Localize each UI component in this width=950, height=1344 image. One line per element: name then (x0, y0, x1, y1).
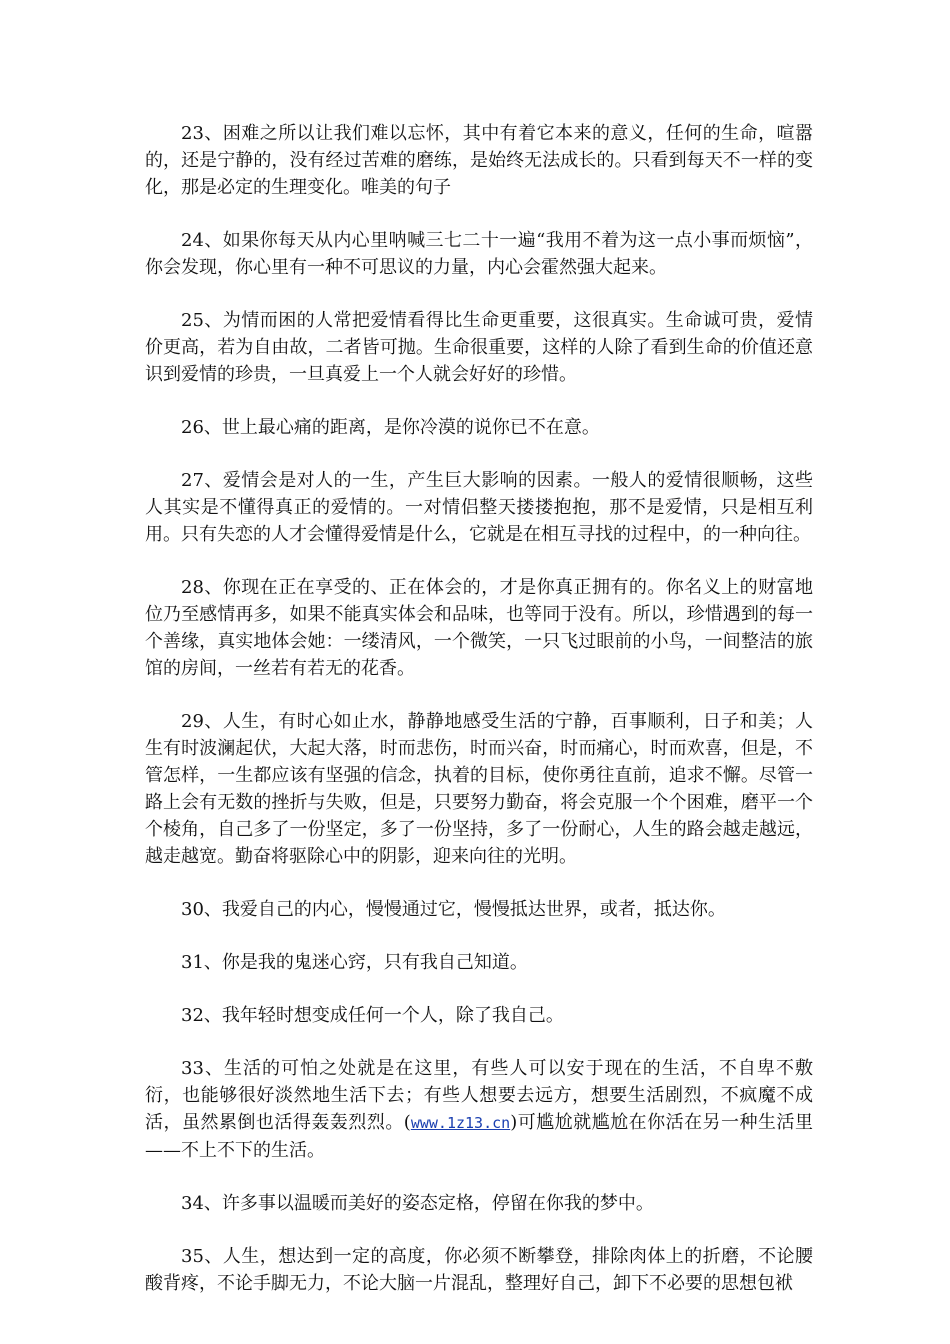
document-body (145, 120, 813, 1323)
paragraph-33-text-after: )可尴尬就尴尬在你活在另一种生活里——不上不下的生活。 (145, 1112, 813, 1161)
paragraph-29: 29、人生，有时心如止水，静静地感受生活的宁静，百事顺利，日子和美；人生有时波澜起伏，大起大落，时而悲伤，时而兴奋，时而痛心，时而欢喜，但是，不管怎样，一生都应该有坚强的信念，执着的目标，使你勇往直前，追求不懈。尽管一路上会有无数的挫折与失败，但是，只要努力勤奋，将会克服一个个困难，磨平一个个棱角，自己多了一份坚定，多了一份坚持，多了一份耐心，人生的路会越走越远，越走越宽。勤奋将驱除心中的阴影，迎来向往的光明。 (145, 711, 813, 867)
paragraph-30: 30、我爱自己的内心，慢慢通过它，慢慢抵达世界，或者，抵达你。 (181, 899, 726, 920)
paragraph-24: 24、如果你每天从内心里呐喊三七二十一遍“我用不着为这一点小事而烦恼”，你会发现，你心里有一种不可思议的力量，内心会霍然强大起来。 (145, 230, 813, 278)
paragraph-32: 32、我年轻时想变成任何一个人，除了我自己。 (181, 1005, 564, 1026)
paragraph-23: 23、困难之所以让我们难以忘怀，其中有着它本来的意义，任何的生命，喧嚣的，还是宁静的，没有经过苦难的磨练，是始终无法成长的。只看到每天不一样的变化，那是必定的生理变化。唯美的句子 (145, 123, 813, 198)
paragraph-33 (145, 1055, 813, 1164)
paragraph-31: 31、你是我的鬼迷心窍，只有我自己知道。 (181, 952, 528, 973)
paragraph-25: 25、为情而困的人常把爱情看得比生命更重要，这很真实。生命诚可贵，爱情价更高，若为自由故，二者皆可抛。生命很重要，这样的人除了看到生命的价值还意识到爱情的珍贵，一旦真爱上一个人就会好好的珍惜。 (145, 310, 813, 385)
paragraph-26: 26、世上最心痛的距离，是你冷漠的说你已不在意。 (181, 417, 600, 438)
paragraph-27: 27、爱情会是对人的一生，产生巨大影响的因素。一般人的爱情很顺畅，这些人其实是不懂得真正的爱情的。一对情侣整天搂搂抱抱，那不是爱情，只是相互利用。只有失恋的人才会懂得爱情是什么，它就是在相互寻找的过程中，的一种向往。 (145, 470, 813, 545)
paragraph-34: 34、许多事以温暖而美好的姿态定格，停留在你我的梦中。 (181, 1193, 654, 1214)
paragraph-28: 28、你现在正在享受的、正在体会的，才是你真正拥有的。你名义上的财富地位乃至感情再多，如果不能真实体会和品味，也等同于没有。所以，珍惜遇到的每一个善缘，真实地体会她：一缕清风，一个微笑，一只飞过眼前的小鸟，一间整洁的旅馆的房间，一丝若有若无的花香。 (145, 577, 813, 679)
paragraph-35: 35、人生，想达到一定的高度，你必须不断攀登，排除肉体上的折磨，不论腰酸背疼，不论手脚无力，不论大脑一片混乱，整理好自己，卸下不必要的思想包袱 (145, 1246, 813, 1294)
website-link[interactable]: www.1z13.cn (410, 1114, 511, 1132)
paragraph-33-text-before: 33、生活的可怕之处就是在这里，有些人可以安于现在的生活，不自卑不敷衍，也能够很好淡然地生活下去；有些人想要去远方，想要生活剧烈，不疯魔不成活，虽然累倒也活得轰轰烈烈。( (145, 1058, 813, 1133)
